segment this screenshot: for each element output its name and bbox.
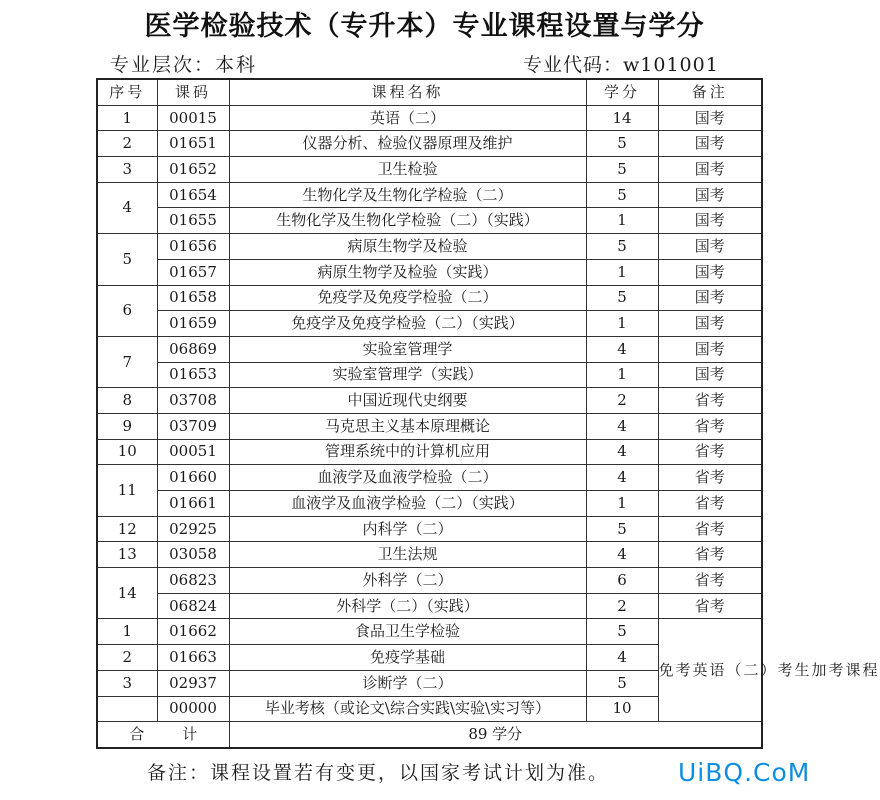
cell-note: 国考 xyxy=(658,362,762,388)
cell-seq: 9 xyxy=(97,413,157,439)
cell-note: 国考 xyxy=(658,208,762,234)
cell-code: 01656 xyxy=(157,234,229,260)
cell-course-name: 毕业考核（或论文\综合实践\实验\实习等） xyxy=(229,696,586,722)
cell-code: 01653 xyxy=(157,362,229,388)
cell-course-name: 外科学（二）（实践） xyxy=(229,593,586,619)
total-label-a: 合 xyxy=(129,725,145,744)
cell-course-name: 免疫学及免疫学检验（二） xyxy=(229,285,586,311)
total-value: 89 学分 xyxy=(229,722,762,748)
cell-credit: 6 xyxy=(586,568,658,594)
header-code: 课码 xyxy=(157,79,229,105)
cell-seq: 10 xyxy=(97,439,157,465)
table-row xyxy=(97,131,762,157)
table-row xyxy=(97,413,762,439)
table-row xyxy=(97,157,762,183)
cell-credit: 5 xyxy=(586,182,658,208)
cell-course-name: 马克思主义基本原理概论 xyxy=(229,413,586,439)
cell-credit: 1 xyxy=(586,362,658,388)
table-row xyxy=(97,311,762,337)
cell-course-name: 血液学及血液学检验（二）（实践） xyxy=(229,491,586,517)
cell-seq: 2 xyxy=(97,131,157,157)
cell-course-name: 生物化学及生物化学检验（二） xyxy=(229,182,586,208)
cell-seq: 6 xyxy=(97,285,157,336)
cell-credit: 2 xyxy=(586,593,658,619)
cell-note: 国考 xyxy=(658,311,762,337)
cell-code: 01663 xyxy=(157,645,229,671)
cell-credit: 5 xyxy=(586,516,658,542)
cell-note: 省考 xyxy=(658,413,762,439)
cell-note: 省考 xyxy=(658,542,762,568)
cell-credit: 10 xyxy=(586,696,658,722)
cell-seq: 14 xyxy=(97,568,157,619)
cell-course-name: 病原生物学及检验（实践） xyxy=(229,259,586,285)
table-row xyxy=(97,568,762,594)
table-row xyxy=(97,388,762,414)
cell-seq: 12 xyxy=(97,516,157,542)
cell-note: 国考 xyxy=(658,336,762,362)
cell-note: 省考 xyxy=(658,593,762,619)
cell-code: 01660 xyxy=(157,465,229,491)
cell-code: 01658 xyxy=(157,285,229,311)
table-row xyxy=(97,619,762,645)
cell-credit: 4 xyxy=(586,465,658,491)
course-table xyxy=(96,78,880,749)
cell-seq: 5 xyxy=(97,234,157,285)
cell-seq: 4 xyxy=(97,182,157,233)
cell-code: 02937 xyxy=(157,670,229,696)
cell-code: 00051 xyxy=(157,439,229,465)
cell-credit: 5 xyxy=(586,131,658,157)
cell-code: 03709 xyxy=(157,413,229,439)
header-note: 备注 xyxy=(658,79,762,105)
cell-note: 省考 xyxy=(658,491,762,517)
cell-credit: 4 xyxy=(586,413,658,439)
cell-note: 国考 xyxy=(658,259,762,285)
cell-course-name: 免疫学及免疫学检验（二）（实践） xyxy=(229,311,586,337)
cell-course-name: 卫生检验 xyxy=(229,157,586,183)
cell-code: 00015 xyxy=(157,105,229,131)
cell-course-name: 仪器分析、检验仪器原理及维护 xyxy=(229,131,586,157)
cell-course-name: 实验室管理学（实践） xyxy=(229,362,586,388)
cell-seq: 1 xyxy=(97,619,157,645)
cell-note: 国考 xyxy=(658,182,762,208)
footnote: 备注：课程设置若有变更，以国家考试计划为准。 xyxy=(147,762,610,784)
total-label-b: 计 xyxy=(182,725,198,744)
cell-seq: 1 xyxy=(97,105,157,131)
cell-code: 01651 xyxy=(157,131,229,157)
cell-course-name: 管理系统中的计算机应用 xyxy=(229,439,586,465)
cell-credit: 1 xyxy=(586,311,658,337)
cell-seq: 8 xyxy=(97,388,157,414)
cell-course-name: 中国近现代史纲要 xyxy=(229,388,586,414)
cell-code: 01659 xyxy=(157,311,229,337)
cell-course-name: 外科学（二） xyxy=(229,568,586,594)
table-row xyxy=(97,516,762,542)
cell-code: 00000 xyxy=(157,696,229,722)
table-row xyxy=(97,234,762,260)
cell-credit: 1 xyxy=(586,208,658,234)
table-row xyxy=(97,259,762,285)
cell-credit: 5 xyxy=(586,619,658,645)
cell-credit: 1 xyxy=(586,259,658,285)
table-row xyxy=(97,593,762,619)
table-row xyxy=(97,439,762,465)
cell-course-name: 实验室管理学 xyxy=(229,336,586,362)
cell-credit: 5 xyxy=(586,285,658,311)
watermark-logo: UiBQ.CoM xyxy=(678,758,811,787)
cell-note: 国考 xyxy=(658,234,762,260)
cell-credit: 1 xyxy=(586,491,658,517)
page-title: 医学检验技术（专升本）专业课程设置与学分 xyxy=(144,11,705,42)
table-row xyxy=(97,542,762,568)
cell-course-name: 卫生法规 xyxy=(229,542,586,568)
cell-note: 国考 xyxy=(658,157,762,183)
course-table-body xyxy=(97,105,880,722)
cell-course-name: 血液学及血液学检验（二） xyxy=(229,465,586,491)
cell-course-name: 病原生物学及检验 xyxy=(229,234,586,260)
cell-seq: 3 xyxy=(97,670,157,696)
table-row xyxy=(97,465,762,491)
cell-seq: 13 xyxy=(97,542,157,568)
cell-course-name: 诊断学（二） xyxy=(229,670,586,696)
cell-extra-note: 免考英语（二）考生加考课程 xyxy=(658,619,762,722)
cell-code: 06823 xyxy=(157,568,229,594)
cell-note: 国考 xyxy=(658,131,762,157)
cell-code: 01657 xyxy=(157,259,229,285)
cell-note: 国考 xyxy=(658,285,762,311)
table-row xyxy=(97,491,762,517)
cell-code: 03708 xyxy=(157,388,229,414)
cell-credit: 4 xyxy=(586,645,658,671)
cell-note: 省考 xyxy=(658,516,762,542)
major-code: 专业代码：w101001 xyxy=(523,54,719,76)
table-row xyxy=(97,362,762,388)
cell-seq: 7 xyxy=(97,336,157,387)
cell-code: 01652 xyxy=(157,157,229,183)
cell-course-name: 生物化学及生物化学检验（二）（实践） xyxy=(229,208,586,234)
cell-seq: 3 xyxy=(97,157,157,183)
cell-seq: 2 xyxy=(97,645,157,671)
cell-course-name: 英语（二） xyxy=(229,105,586,131)
table-row xyxy=(97,285,762,311)
major-level: 专业层次：本科 xyxy=(110,54,258,76)
cell-code: 01655 xyxy=(157,208,229,234)
total-row xyxy=(97,722,762,748)
cell-credit: 5 xyxy=(586,157,658,183)
cell-code: 01654 xyxy=(157,182,229,208)
table-row xyxy=(97,208,762,234)
cell-credit: 5 xyxy=(586,670,658,696)
table-row xyxy=(97,105,762,131)
cell-code: 06824 xyxy=(157,593,229,619)
cell-credit: 4 xyxy=(586,336,658,362)
cell-note: 省考 xyxy=(658,439,762,465)
cell-note: 国考 xyxy=(658,105,762,131)
cell-note: 省考 xyxy=(658,465,762,491)
cell-credit: 4 xyxy=(586,439,658,465)
cell-credit: 14 xyxy=(586,105,658,131)
cell-course-name: 免疫学基础 xyxy=(229,645,586,671)
cell-credit: 2 xyxy=(586,388,658,414)
cell-seq xyxy=(97,696,157,722)
total-label xyxy=(97,722,229,748)
header-seq: 序号 xyxy=(97,79,157,105)
cell-course-name: 食品卫生学检验 xyxy=(229,619,586,645)
cell-seq: 11 xyxy=(97,465,157,516)
cell-note: 省考 xyxy=(658,388,762,414)
cell-code: 02925 xyxy=(157,516,229,542)
header-credit: 学分 xyxy=(586,79,658,105)
table-header-row xyxy=(97,79,762,105)
cell-course-name: 内科学（二） xyxy=(229,516,586,542)
cell-code: 06869 xyxy=(157,336,229,362)
cell-credit: 5 xyxy=(586,234,658,260)
cell-code: 01661 xyxy=(157,491,229,517)
table-row xyxy=(97,336,762,362)
header-course-name: 课程名称 xyxy=(229,79,586,105)
cell-code: 01662 xyxy=(157,619,229,645)
cell-credit: 4 xyxy=(586,542,658,568)
cell-code: 03058 xyxy=(157,542,229,568)
cell-note: 省考 xyxy=(658,568,762,594)
table-row xyxy=(97,182,762,208)
